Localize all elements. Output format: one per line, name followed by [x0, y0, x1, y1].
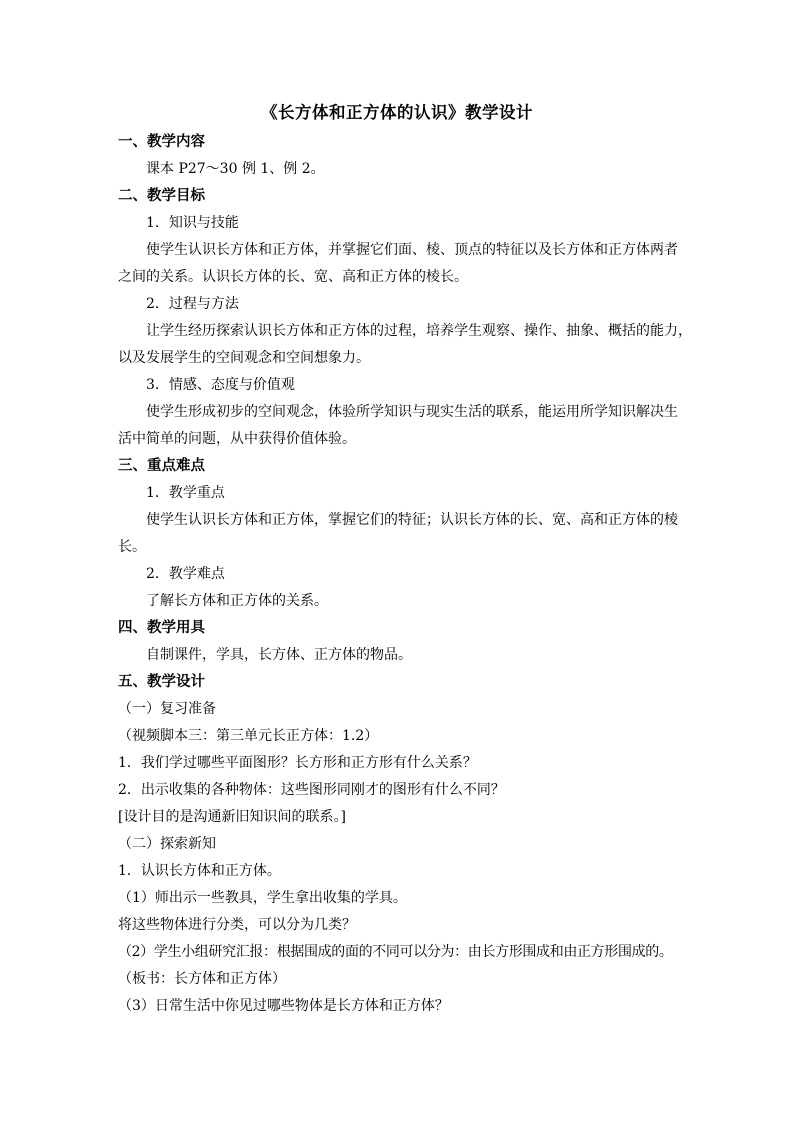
- section-heading-content: 一、教学内容: [118, 133, 205, 150]
- paragraph-line: 长。: [118, 539, 146, 555]
- section-heading-tools: 四、教学用具: [118, 619, 205, 636]
- paragraph-line: [设计目的是沟通新旧知识间的联系。]: [118, 809, 346, 825]
- paragraph-line: 1．认识长方体和正方体。: [118, 863, 281, 879]
- paragraph-line: 课本 P27～30 例 1、例 2。: [146, 161, 325, 177]
- paragraph-line: 使学生形成初步的空间观念，体验所学知识与现实生活的联系，能运用所学知识解决生: [146, 404, 678, 420]
- paragraph-line: 1．我们学过哪些平面图形？长方形和正方形有什么关系？: [118, 755, 477, 771]
- subheading-line: 1．教学重点: [146, 485, 225, 501]
- paragraph-line: （2）学生小组研究汇报：根据围成的面的不同可以分为：由长方形围成和由正方形围成的。: [118, 944, 673, 960]
- section-heading-focus: 三、重点难点: [118, 457, 205, 474]
- paragraph-line: 活中简单的问题，从中获得价值体验。: [118, 431, 356, 447]
- paragraph-line: 2．出示收集的各种物体：这些图形同刚才的图形有什么不同？: [118, 782, 505, 798]
- document-title: 《长方体和正方体的认识》教学设计: [261, 103, 533, 122]
- subheading-line: 2．过程与方法: [146, 296, 239, 312]
- paragraph-line: （视频脚本三：第三单元长正方体：1.2）: [118, 728, 379, 744]
- section-heading-design: 五、教学设计: [118, 673, 205, 690]
- paragraph-line: 使学生认识长方体和正方体，并掌握它们面、棱、顶点的特征以及长方体和正方体两者: [146, 242, 678, 258]
- section-heading-goals: 二、教学目标: [118, 187, 205, 204]
- paragraph-line: 让学生经历探索认识长方体和正方体的过程，培养学生观察、操作、抽象、概括的能力，: [146, 323, 692, 339]
- paragraph-line: 将这些物体进行分类，可以分为几类？: [118, 917, 356, 933]
- paragraph-line: （一）复习准备: [118, 701, 216, 717]
- paragraph-line: 以及发展学生的空间观念和空间想象力。: [118, 350, 370, 366]
- paragraph-line: （1）师出示一些教具，学生拿出收集的学具。: [118, 890, 407, 906]
- paragraph-line: （板书：长方体和正方体）: [118, 971, 286, 987]
- paragraph-line: 了解长方体和正方体的关系。: [146, 593, 328, 609]
- paragraph-line: 自制课件，学具，长方体、正方体的物品。: [146, 647, 412, 663]
- subheading-line: 3．情感、态度与价值观: [146, 377, 295, 393]
- paragraph-line: （二）探索新知: [118, 836, 216, 852]
- paragraph-line: 之间的关系。认识长方体的长、宽、高和正方体的棱长。: [118, 269, 468, 285]
- subheading-line: 2．教学难点: [146, 566, 225, 582]
- paragraph-line: （3）日常生活中你见过哪些物体是长方体和正方体？: [118, 998, 449, 1014]
- paragraph-line: 使学生认识长方体和正方体，掌握它们的特征；认识长方体的长、宽、高和正方体的棱: [146, 512, 678, 528]
- subheading-line: 1．知识与技能: [146, 215, 239, 231]
